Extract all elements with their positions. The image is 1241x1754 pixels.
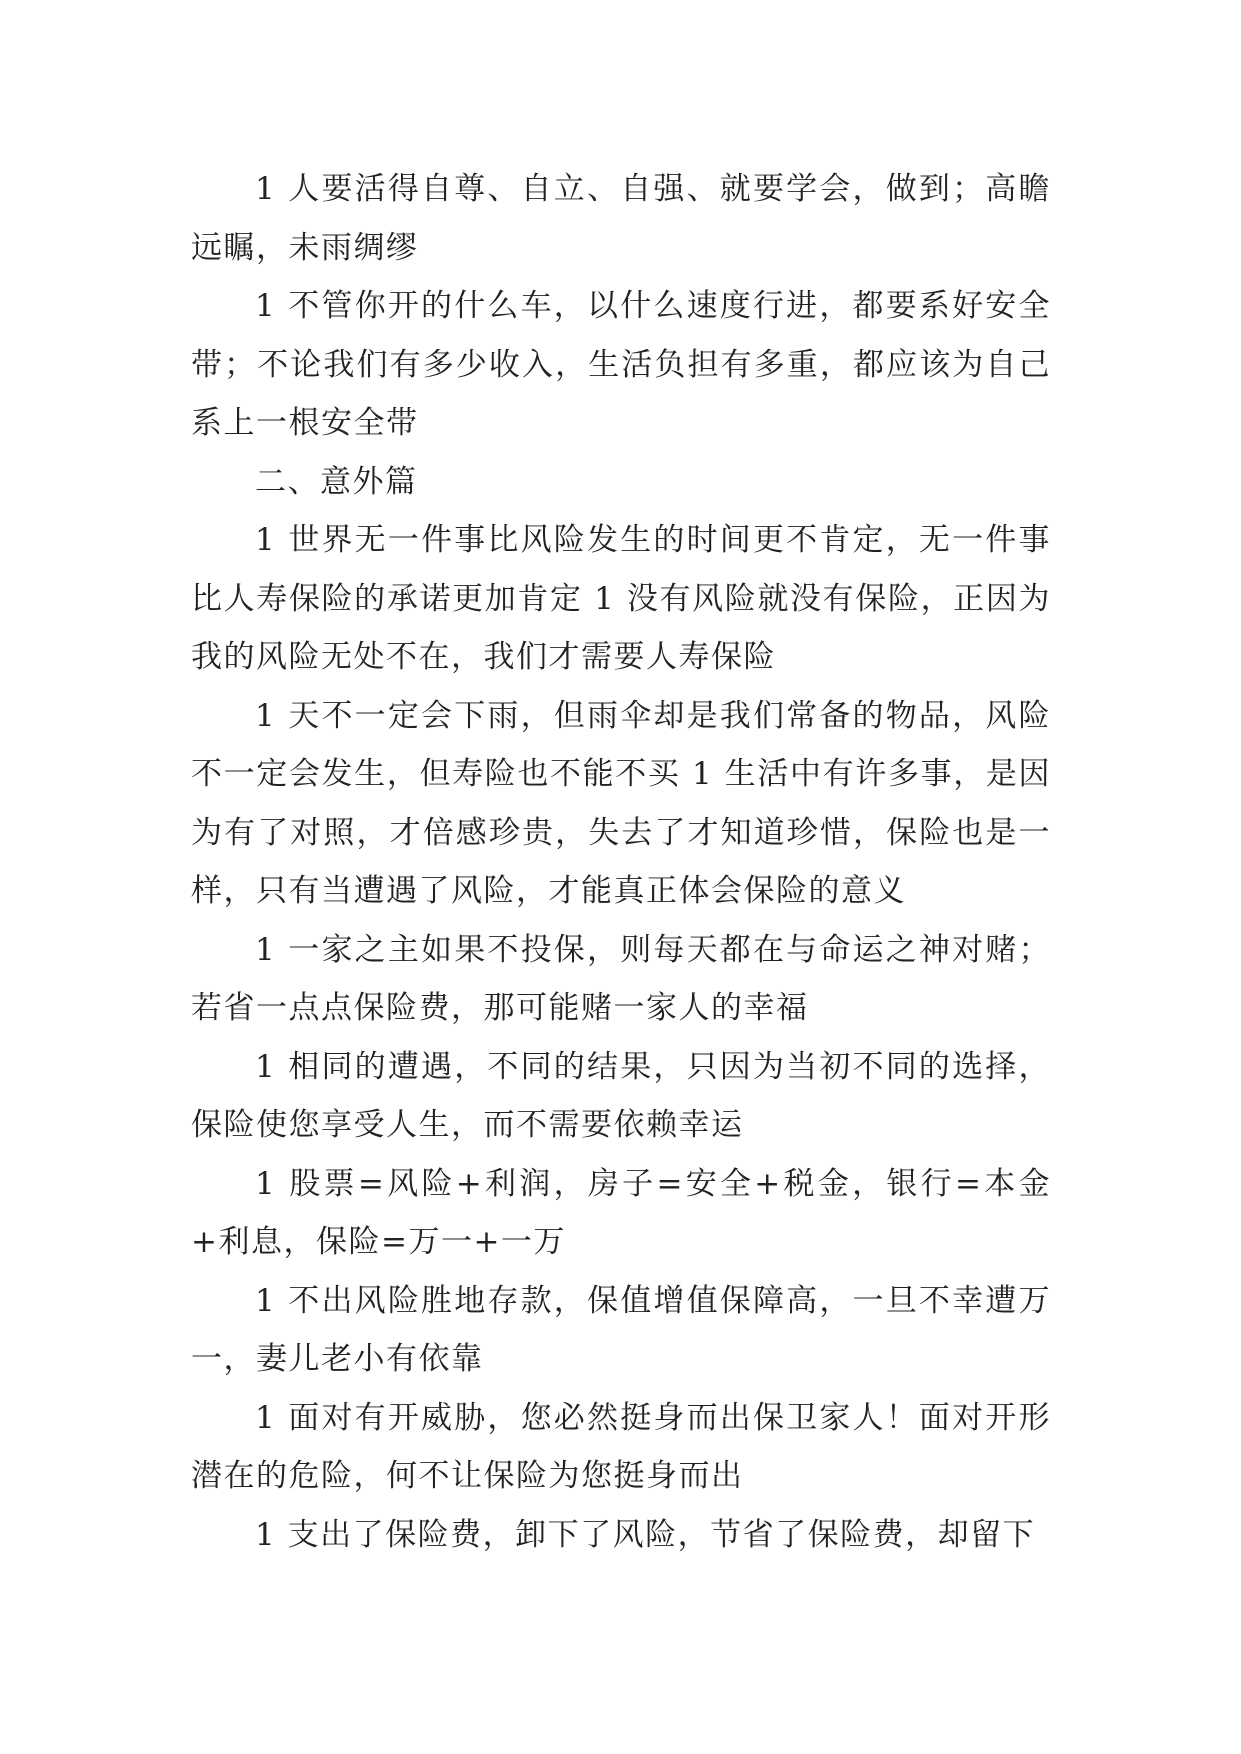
paragraph: 1 一家之主如果不投保，则每天都在与命运之神对赌；若省一点点保险费，那可能赌一家人的幸福 <box>191 931 1051 1026</box>
paragraph: 1 世界无一件事比风险发生的时间更不肯定，无一件事比人寿保险的承诺更加肯定 1 没有风险就没有保险，正因为我的风险无处不在，我们才需要人寿保险 <box>191 522 1051 675</box>
paragraph: 1 人要活得自尊、自立、自强、就要学会，做到；高瞻远瞩，未雨绸缪 <box>191 171 1051 266</box>
paragraph: 1 不出风险胜地存款，保值增值保障高，一旦不幸遭万一，妻儿老小有依靠 <box>191 1282 1051 1377</box>
paragraph: 1 支出了保险费，卸下了风险，节省了保险费，却留下 <box>255 1516 1036 1553</box>
paragraph: 1 股票=风险+利润，房子=安全+税金，银行=本金+利息，保险=万一+一万 <box>191 1165 1051 1260</box>
document-body <box>191 160 1051 1564</box>
paragraph: 1 天不一定会下雨，但雨伞却是我们常备的物品，风险不一定会发生，但寿险也不能不买 1 生活中有许多事，是因为有了对照，才倍感珍贵，失去了才知道珍惜，保险也是一样，只有当遭遇了风险，才能真正体会保险的意义 <box>191 697 1051 909</box>
paragraph: 1 不管你开的什么车，以什么速度行进，都要系好安全带；不论我们有多少收入，生活负担有多重，都应该为自己系上一根安全带 <box>191 288 1051 441</box>
paragraph: 1 面对有开威胁，您必然挺身而出保卫家人！面对开形潜在的危险，何不让保险为您挺身而出 <box>191 1399 1051 1494</box>
section-heading: 二、意外篇 <box>255 463 418 500</box>
paragraph: 1 相同的遭遇，不同的结果，只因为当初不同的选择，保险使您享受人生，而不需要依赖幸运 <box>191 1048 1051 1143</box>
